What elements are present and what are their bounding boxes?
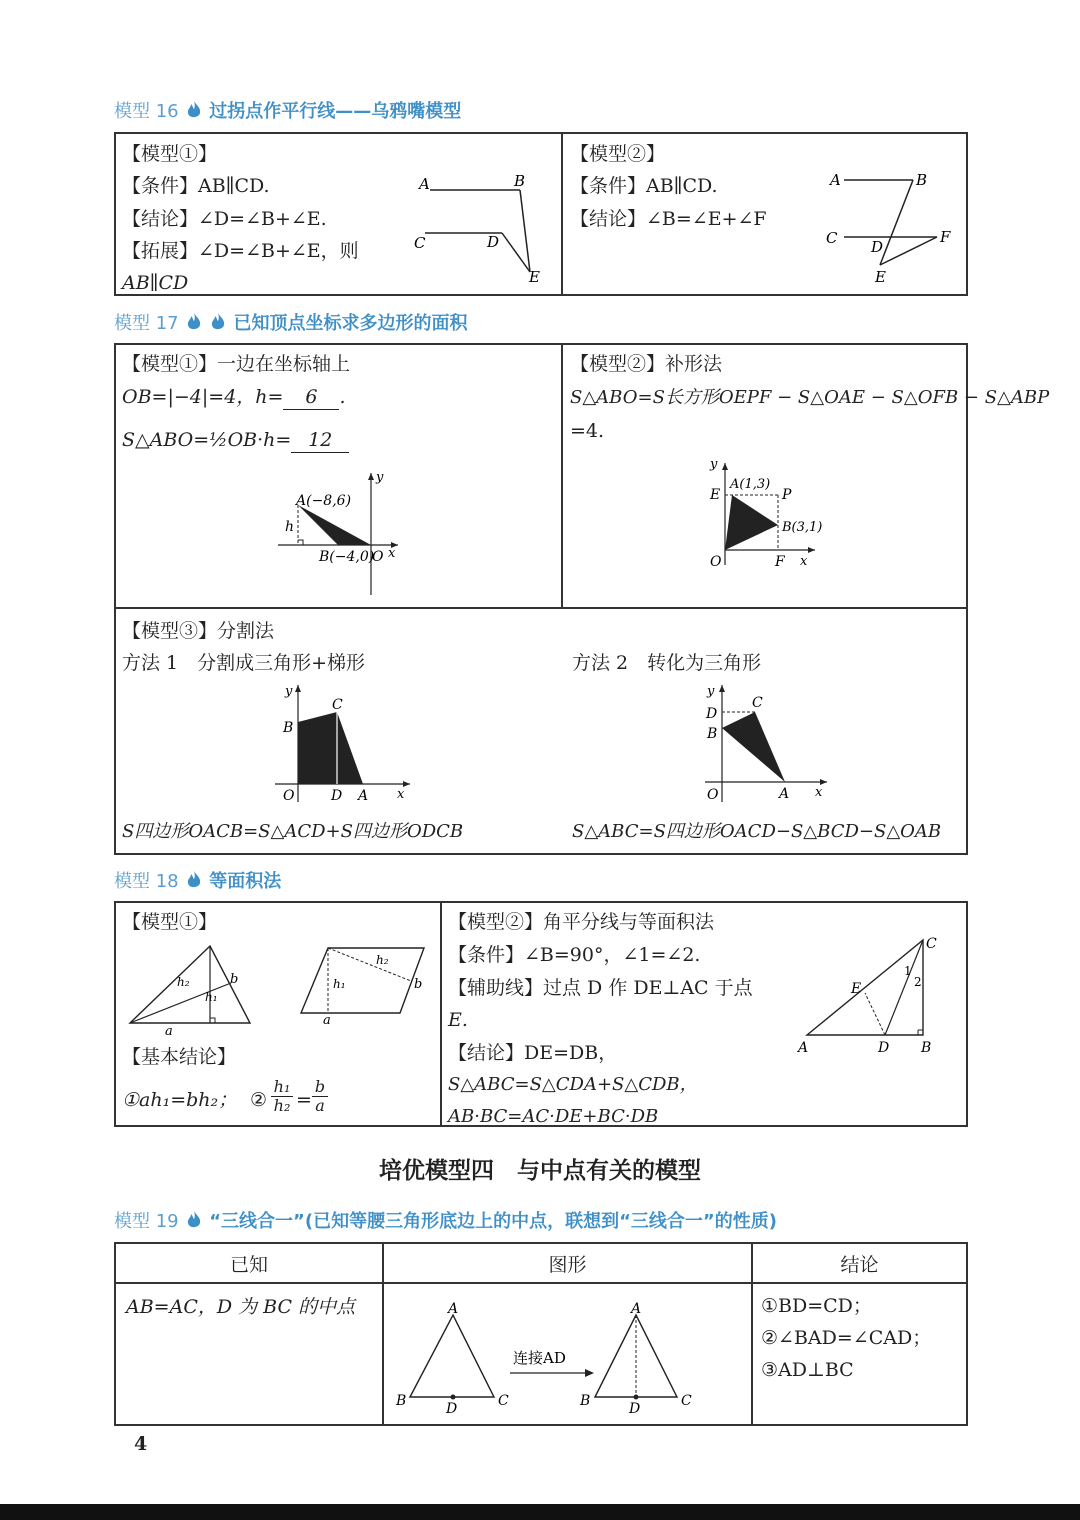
- label-y: y: [710, 457, 718, 472]
- formula-text: S△ABO=½OB·h=: [122, 429, 292, 451]
- label-E: E: [851, 981, 862, 997]
- fire-icon: [209, 312, 227, 332]
- figure-axis-triangle: [270, 465, 410, 600]
- label-y: y: [376, 470, 384, 485]
- label-O: O: [707, 787, 719, 803]
- label-C: C: [681, 1393, 692, 1409]
- result-1: ①ah₁=bh₂；: [122, 1089, 238, 1111]
- label-O: O: [372, 549, 384, 565]
- model-title: 已知顶点坐标求多边形的面积: [233, 313, 468, 334]
- fraction-ab: [312, 1078, 328, 1115]
- label-x: x: [815, 785, 823, 800]
- conclusion: 【结论】DE=DB，: [448, 1042, 618, 1064]
- label-A: A: [419, 175, 430, 193]
- label-a: a: [323, 1013, 331, 1026]
- label-C: C: [752, 695, 763, 711]
- label-P: P: [782, 487, 792, 503]
- bottom-bar: [0, 1504, 1080, 1520]
- model17-heading: [114, 309, 467, 335]
- tag: 【模型①】: [122, 143, 218, 165]
- label-O: O: [710, 554, 722, 570]
- figure-parallelogram-heights: [298, 938, 433, 1026]
- conclusion-3: ③AD⊥BC: [761, 1359, 854, 1381]
- conclusion: 【结论】∠B=∠E+∠F: [570, 208, 767, 230]
- label-A: A: [830, 171, 841, 189]
- label-A: A(−8,6): [296, 493, 352, 509]
- model17-box: [114, 343, 968, 855]
- angle-1: 1: [904, 964, 912, 978]
- header-known: 已知: [115, 1243, 383, 1283]
- divider: [561, 132, 563, 296]
- label-D: D: [446, 1401, 458, 1417]
- answer-blank: 12: [291, 428, 349, 453]
- divider: [114, 607, 968, 609]
- condition: 【条件】∠B=90°，∠1=∠2.: [448, 944, 701, 966]
- method-2: 方法 2 转化为三角形: [572, 652, 762, 674]
- figure-triangle-heights: [120, 938, 260, 1036]
- label-O: O: [283, 788, 295, 804]
- arrow-icon: [585, 1369, 594, 1377]
- fire-icon: [185, 870, 203, 890]
- label-F: F: [940, 228, 951, 246]
- label-E: E: [875, 268, 886, 286]
- label-E: E: [529, 268, 540, 286]
- figure-crow-beak-1: [405, 165, 555, 290]
- label-A: A: [448, 1301, 459, 1317]
- extension-cont: AB∥CD: [122, 272, 189, 294]
- formula-ob: [122, 385, 345, 410]
- label-x: x: [397, 787, 405, 802]
- model-title: “三线合一”(已知等腰三角形底边上的中点，联想到“三线合一”的性质): [209, 1211, 777, 1232]
- label-h: h: [285, 519, 295, 535]
- auxiliary-line-cont: E.: [448, 1009, 468, 1031]
- label-a: a: [165, 1024, 173, 1036]
- label-h1: h₁: [205, 990, 218, 1004]
- label-B: B: [921, 1040, 932, 1056]
- conclusion-cell: [752, 1283, 967, 1425]
- arrow-label: 连接AD: [513, 1349, 566, 1367]
- model-number: 模型 16: [114, 101, 179, 122]
- label-D: D: [706, 706, 718, 722]
- tag: 【模型②】: [570, 143, 666, 165]
- known-cell: AB=AC，D 为 BC 的中点: [115, 1283, 383, 1425]
- formula-end: .: [339, 386, 346, 408]
- label-C: C: [498, 1393, 509, 1409]
- formula-split-2: S△ABC=S四边形OACD−S△BCD−S△OAB: [572, 821, 942, 842]
- tag: 【模型②】角平分线与等面积法: [448, 911, 715, 933]
- header-figure: 图形: [383, 1243, 752, 1283]
- label-F: F: [775, 554, 785, 570]
- conclusion-1: ①BD=CD；: [761, 1295, 872, 1317]
- model18-heading: [114, 867, 281, 893]
- label-A: A: [358, 788, 369, 804]
- equals: =: [296, 1089, 312, 1111]
- header-conclusion: 结论: [752, 1243, 967, 1283]
- label-h2: h₂: [376, 953, 389, 967]
- label-h2: h₂: [177, 975, 190, 989]
- divider: [561, 343, 563, 609]
- label-B: B: [514, 172, 526, 190]
- model-number: 模型 17: [114, 313, 179, 334]
- label-B: B: [396, 1393, 407, 1409]
- label-C: C: [414, 234, 426, 252]
- extension: 【拓展】∠D=∠B+∠E，则: [122, 240, 359, 262]
- answer-blank: 6: [283, 385, 339, 410]
- label-B: B(−4,0): [319, 549, 375, 565]
- label-E: E: [710, 487, 721, 503]
- method-1: 方法 1 分割成三角形+梯形: [122, 652, 366, 674]
- label-B: B: [283, 720, 294, 736]
- formula-area: [122, 428, 349, 453]
- formula-split-1: S四边形OACB=S△ACD+S四边形ODCB: [122, 821, 464, 842]
- fire-icon: [185, 312, 203, 332]
- label-D: D: [331, 788, 343, 804]
- figure-angle-bisector: [795, 930, 950, 1060]
- result-2: ②: [250, 1089, 268, 1111]
- label-D: D: [878, 1040, 890, 1056]
- formula-area: S△ABC=S△CDA+S△CDB，: [448, 1074, 698, 1095]
- angle-2: 2: [914, 975, 922, 989]
- label-A: A(1,3): [730, 477, 771, 492]
- formula-text: OB=|−4|=4，h=: [122, 386, 284, 408]
- label-B: B(3,1): [782, 520, 823, 535]
- condition: 【条件】AB∥CD.: [122, 175, 270, 197]
- figure-split-1: [265, 680, 415, 808]
- fire-icon: [185, 1210, 203, 1230]
- label-x: x: [388, 546, 396, 561]
- tag: 【模型③】分割法: [122, 620, 275, 642]
- label-y: y: [285, 684, 293, 699]
- divider: [440, 901, 442, 1127]
- label-C: C: [332, 697, 343, 713]
- label-b: b: [230, 972, 239, 987]
- label-B: B: [916, 171, 928, 189]
- fire-icon: [185, 100, 203, 120]
- model16-heading: [114, 97, 461, 123]
- figure-complement: [690, 455, 830, 573]
- section-title: 培优模型四 与中点有关的模型: [379, 1158, 701, 1184]
- figure-three-lines: [390, 1297, 710, 1422]
- label-D: D: [629, 1401, 641, 1417]
- model-number: 模型 18: [114, 871, 179, 892]
- label-C: C: [826, 229, 838, 247]
- label-b: b: [414, 977, 423, 992]
- numerator: b: [312, 1078, 328, 1097]
- model-title: 等面积法: [209, 871, 282, 892]
- label-y: y: [707, 684, 715, 699]
- denominator: a: [315, 1096, 325, 1115]
- label-B: B: [580, 1393, 591, 1409]
- tag: 【模型②】补形法: [570, 353, 723, 375]
- label-D: D: [871, 238, 884, 256]
- label-B: B: [707, 726, 718, 742]
- label-C: C: [926, 936, 937, 952]
- formula-product: AB·BC=AC·DE+BC·DB: [448, 1106, 659, 1127]
- condition: 【条件】AB∥CD.: [570, 175, 718, 197]
- formula-result: =4.: [570, 420, 605, 442]
- denominator: h₂: [273, 1096, 291, 1115]
- basic-conclusion: 【基本结论】: [122, 1046, 237, 1068]
- auxiliary-line: 【辅助线】过点 D 作 DE⊥AC 于点: [448, 977, 753, 999]
- conclusion: 【结论】∠D=∠B+∠E.: [122, 208, 327, 230]
- label-x: x: [800, 554, 808, 569]
- model-title: 过拐点作平行线——乌鸦嘴模型: [209, 101, 462, 122]
- numerator: h₁: [271, 1078, 293, 1097]
- label-A: A: [631, 1301, 642, 1317]
- conclusion-2: ②∠BAD=∠CAD；: [761, 1327, 932, 1349]
- label-A: A: [798, 1040, 809, 1056]
- fraction-h: [271, 1078, 293, 1115]
- formula: S△ABO=S长方形OEPF − S△OAE − S△OFB − S△ABP: [570, 387, 1050, 408]
- page-number: 4: [134, 1433, 148, 1455]
- label-D: D: [487, 233, 500, 251]
- figure-split-2: [695, 680, 835, 808]
- model-number: 模型 19: [114, 1211, 179, 1232]
- label-h1: h₁: [333, 977, 346, 991]
- tag: 【模型①】一边在坐标轴上: [122, 353, 351, 375]
- figure-crow-beak-2: [820, 165, 960, 290]
- tag: 【模型①】: [122, 911, 218, 933]
- label-A: A: [779, 786, 790, 802]
- model19-heading: [114, 1207, 777, 1233]
